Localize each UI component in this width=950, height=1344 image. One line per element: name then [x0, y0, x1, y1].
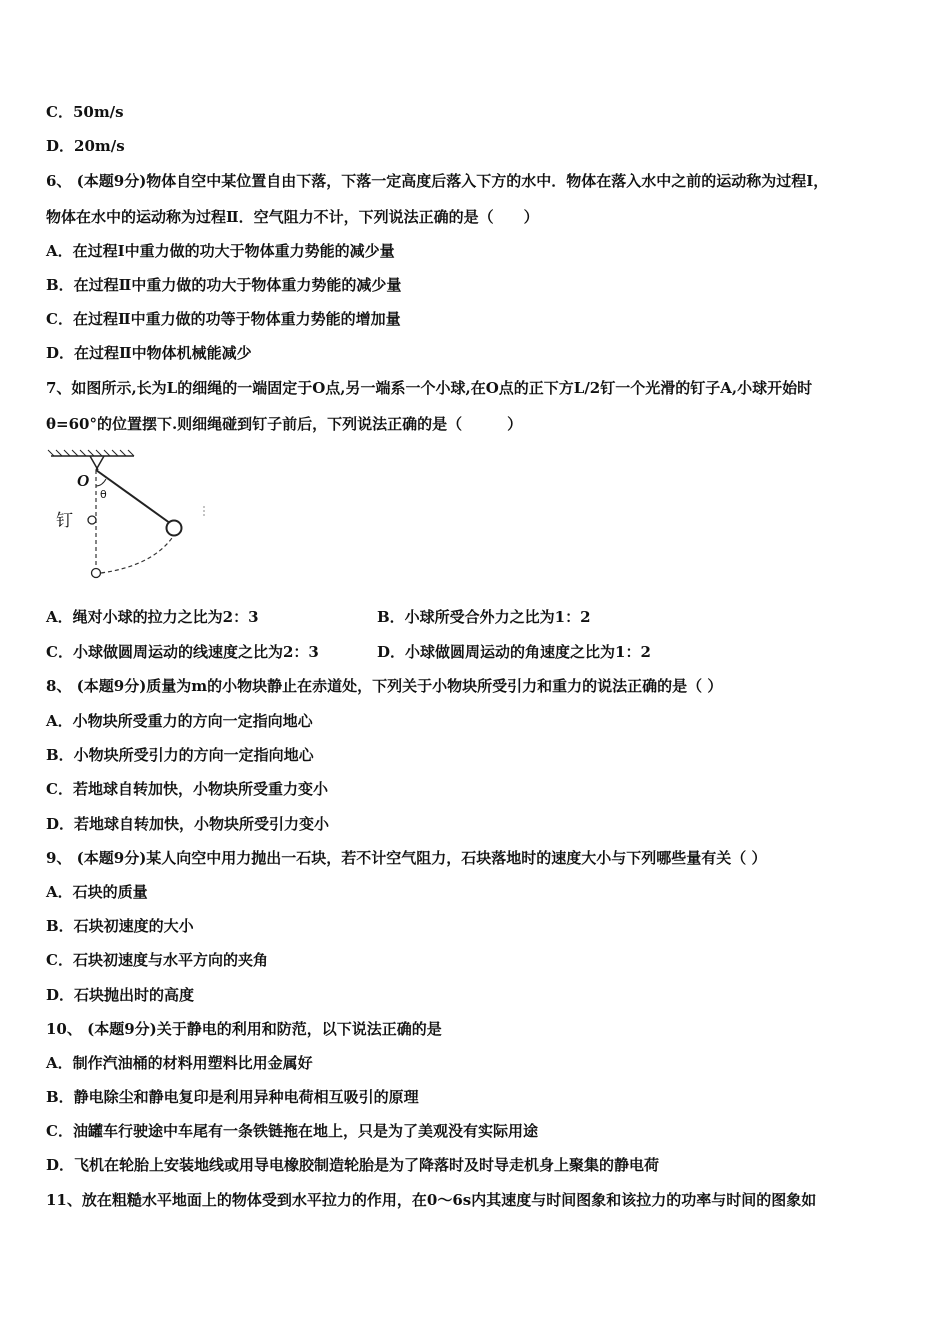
arc-path [101, 538, 172, 573]
option-b-q9: B．石块初速度的大小 [46, 917, 194, 935]
option-b-q8: B．小物块所受引力的方向一定指向地心 [46, 746, 314, 764]
option-d-q5: D．20m/s [46, 137, 125, 155]
question-7-line-2: θ=60°的位置摆下.则细绳碰到钉子前后，下列说法正确的是（ ） [46, 415, 523, 433]
question-10: 10、 (本题9分)关于静电的利用和防范，以下说法正确的是 [46, 1020, 442, 1038]
question-8: 8、 (本题9分)质量为m的小物块静止在赤道处，下列关于小物块所受引力和重力的说法正确的是（ ） [46, 677, 723, 695]
support-right [96, 456, 104, 470]
option-c-q8: C．若地球自转加快，小物块所受重力变小 [46, 780, 328, 798]
option-a-q6: A．在过程Ⅰ中重力做的功大于物体重力势能的减少量 [46, 242, 395, 260]
option-b-q10: B．静电除尘和静电复印是利用异种电荷相互吸引的原理 [46, 1088, 419, 1106]
ball [167, 521, 182, 536]
option-d-q6: D．在过程Ⅱ中物体机械能减少 [46, 344, 252, 362]
option-b-q6: B．在过程Ⅱ中重力做的功大于物体重力势能的减少量 [46, 276, 402, 294]
nail-circle [88, 516, 96, 524]
label-nail: 钉 [56, 511, 73, 531]
option-d-q10: D．飞机在轮胎上安装地线或用导电橡胶制造轮胎是为了降落时及时导走机身上聚集的静电荷 [46, 1156, 660, 1174]
option-c-q9: C．石块初速度与水平方向的夹角 [46, 951, 268, 969]
option-c-q7: C．小球做圆周运动的线速度之比为2：3 [46, 643, 319, 661]
option-c-q10: C．油罐车行驶途中车尾有一条铁链拖在地上，只是为了美观没有实际用途 [46, 1122, 538, 1140]
option-a-q7: A．绳对小球的拉力之比为2：3 [46, 608, 259, 626]
string [96, 470, 174, 526]
label-o: O [77, 471, 90, 490]
option-a-q9: A．石块的质量 [46, 883, 148, 901]
question-9: 9、 (本题9分)某人向空中用力抛出一石块，若不计空气阻力，石块落地时的速度大小与下列哪些量有关（ ） [46, 849, 767, 867]
option-d-q7: D．小球做圆周运动的角速度之比为1：2 [377, 643, 651, 661]
option-d-q9: D．石块抛出时的高度 [46, 986, 195, 1004]
question-6-line-1: 6、 (本题9分)物体自空中某位置自由下落，下落一定高度后落入下方的水中．物体在落入水中之前的运动称为过程Ⅰ， [46, 172, 829, 190]
lowest-point [92, 569, 101, 578]
option-c-q5: C．50m/s [46, 103, 124, 121]
question-7-line-1: 7、如图所示,长为L的细绳的一端固定于O点,另一端系一个小球,在O点的正下方L/2钉一个光滑的钉子A,小球开始时 [46, 379, 813, 397]
option-b-q7: B．小球所受合外力之比为1：2 [377, 608, 591, 626]
angle-arc [96, 479, 106, 486]
ceiling [48, 450, 134, 456]
label-theta: θ [100, 488, 107, 501]
option-d-q8: D．若地球自转加快，小物块所受引力变小 [46, 815, 330, 833]
option-a-q8: A．小物块所受重力的方向一定指向地心 [46, 712, 313, 730]
pendulum-figure [46, 448, 216, 588]
option-c-q6: C．在过程Ⅱ中重力做的功等于物体重力势能的增加量 [46, 310, 401, 328]
question-6-line-2: 物体在水中的运动称为过程Ⅱ．空气阻力不计，下列说法正确的是（ ） [46, 208, 539, 226]
question-11: 11、放在粗糙水平地面上的物体受到水平拉力的作用，在0～6s内其速度与时间图象和该拉力的功率与时间的图象如 [46, 1191, 817, 1209]
option-a-q10: A．制作汽油桶的材料用塑料比用金属好 [46, 1054, 313, 1072]
